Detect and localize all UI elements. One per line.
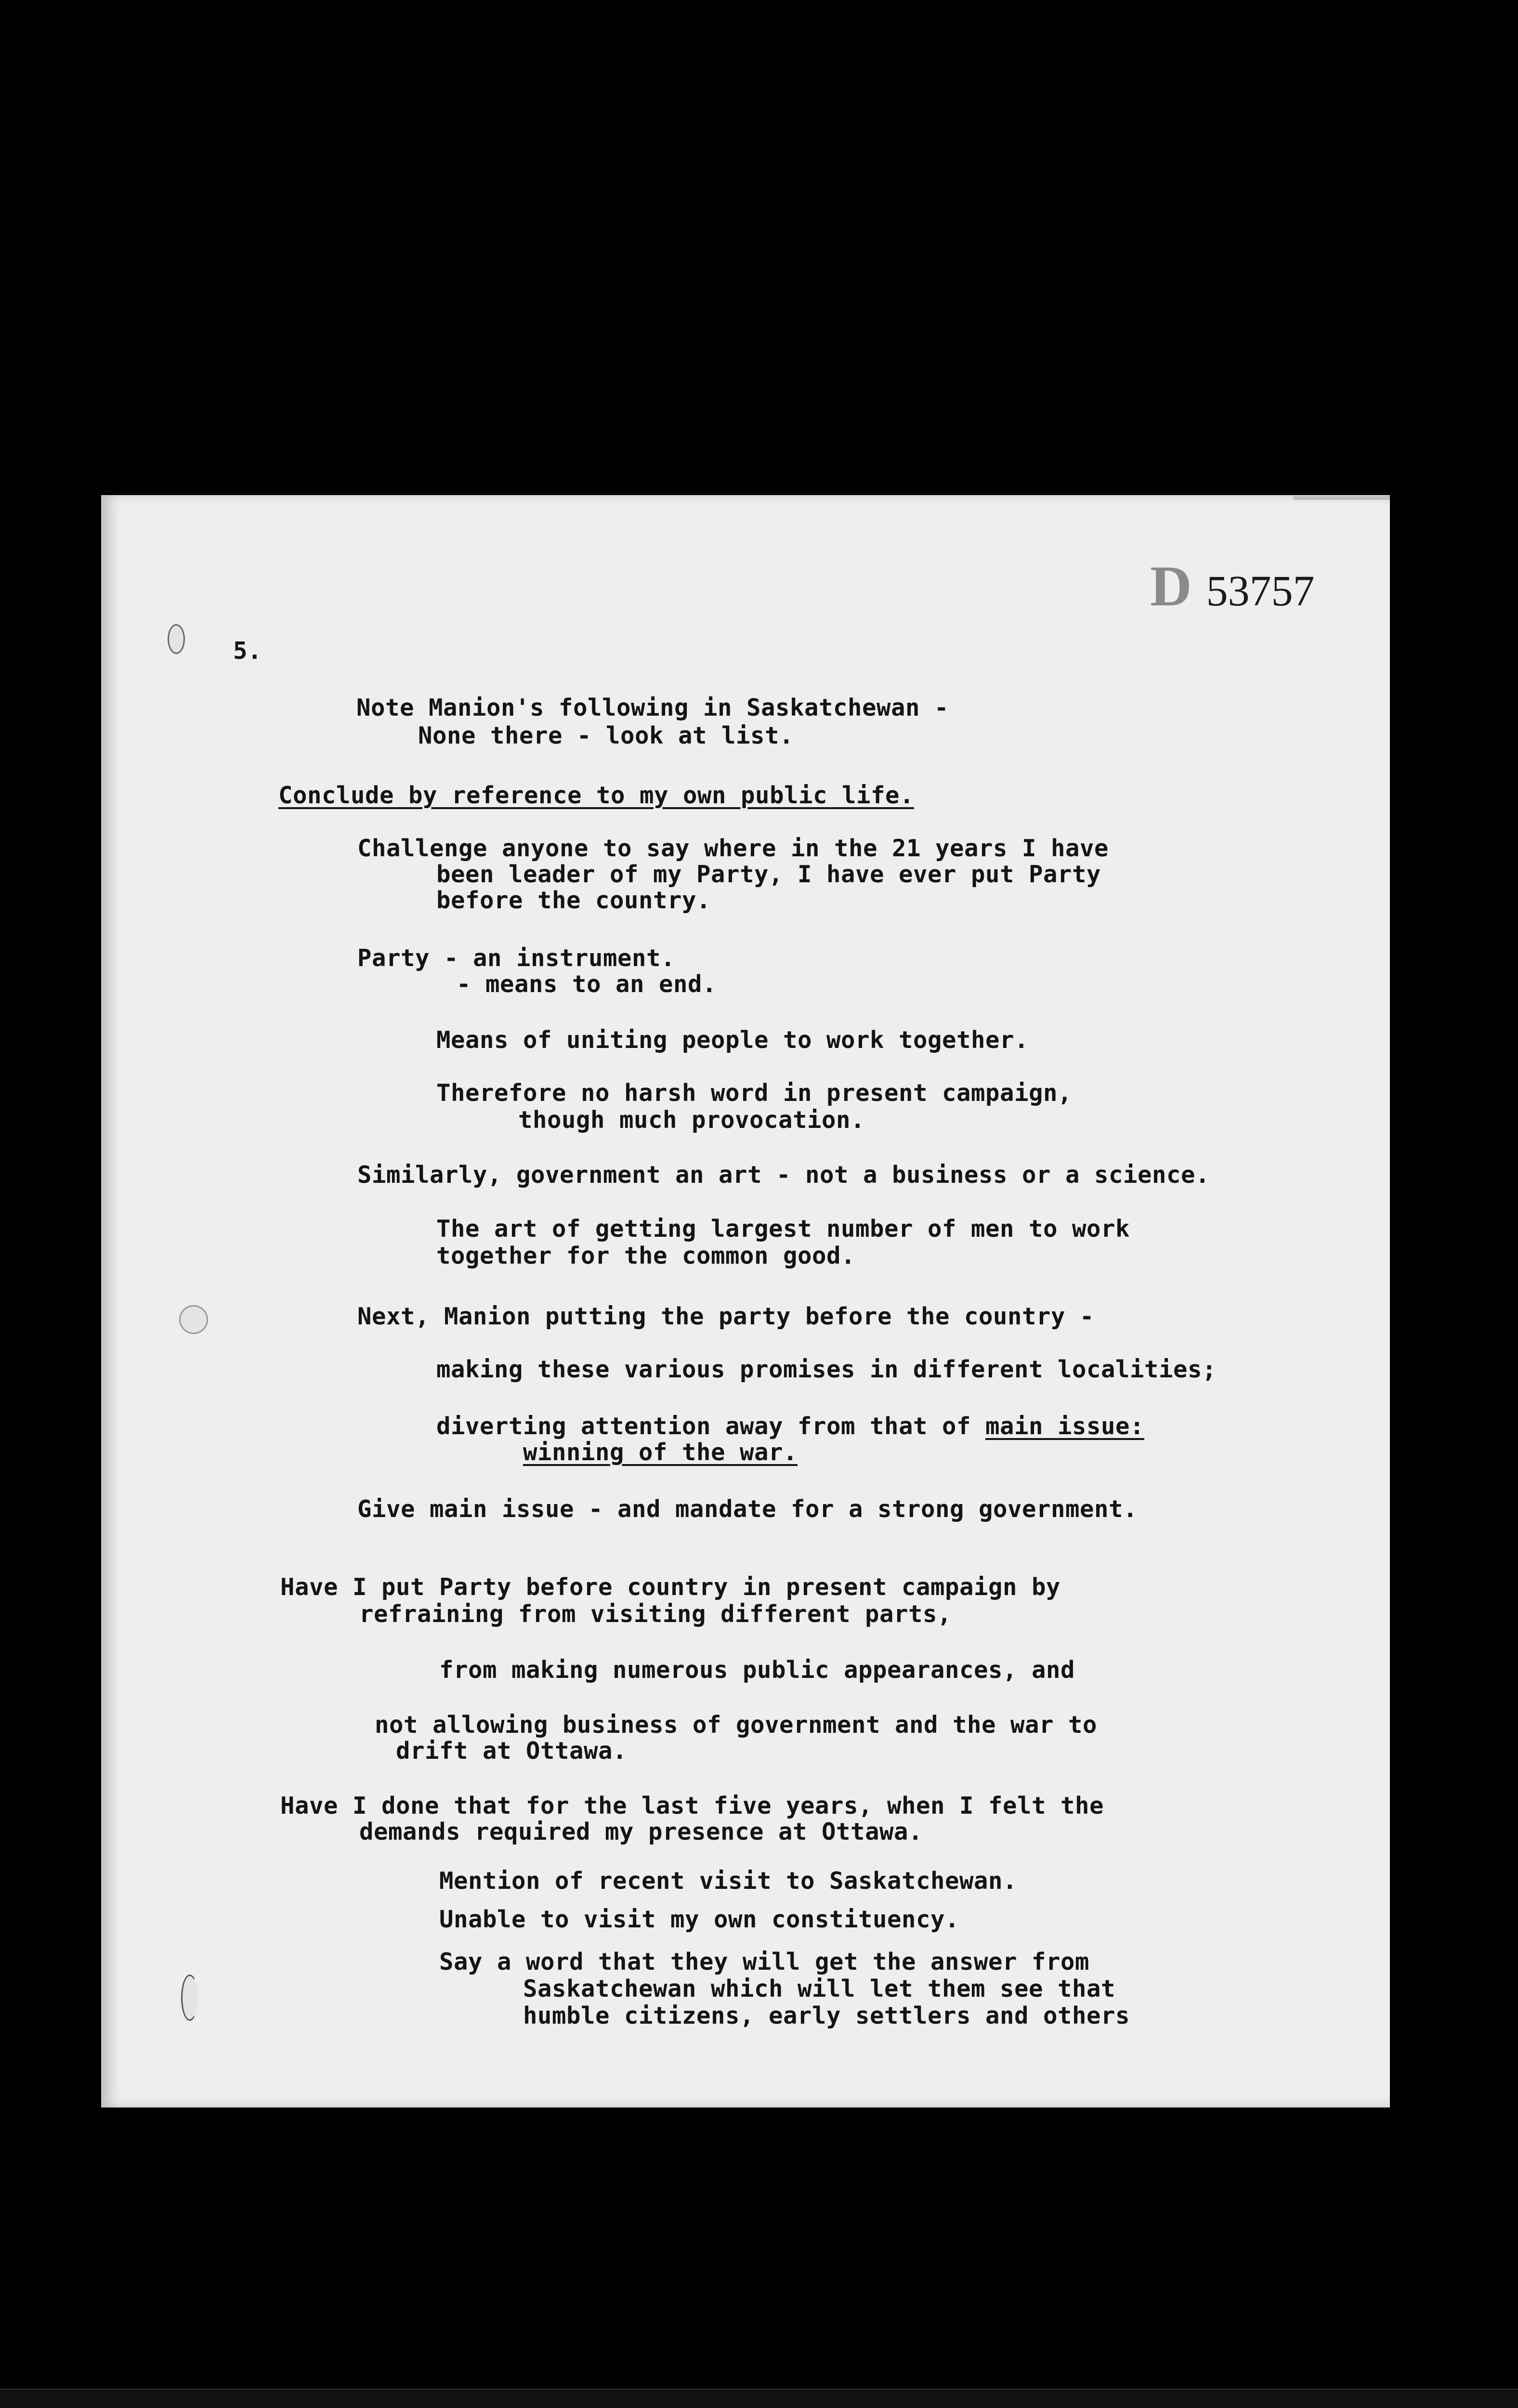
text-line: Similarly, government an art - not a business or a science. <box>357 1161 1210 1189</box>
text-line: Unable to visit my own constituency. <box>439 1906 960 1933</box>
scanner-bottom-strip <box>0 2389 1518 2408</box>
text-line: before the country. <box>436 887 711 914</box>
text-line: been leader of my Party, I have ever put Party <box>436 861 1101 888</box>
section-heading: Conclude by reference to my own public life. <box>278 782 915 809</box>
text-line: refraining from visiting different parts, <box>359 1600 952 1628</box>
text-line: Have I put Party before country in present campaign by <box>280 1573 1061 1601</box>
text-line: Party - an instrument. <box>357 944 676 972</box>
page-number: 5. <box>233 637 262 665</box>
text-line: Saskatchewan which will let them see that <box>523 1975 1116 2002</box>
text-line: drift at Ottawa. <box>396 1737 628 1765</box>
text-line <box>436 1412 1144 1441</box>
text-line: demands required my presence at Ottawa. <box>359 1818 923 1845</box>
text-line: together for the common good. <box>436 1242 856 1269</box>
punch-hole-bottom <box>181 1975 198 2021</box>
text-line: None there - look at list. <box>418 722 794 749</box>
text-line: Have I done that for the last five years, when I felt the <box>280 1792 1104 1819</box>
text-fragment: diverting attention away from that of <box>436 1413 986 1440</box>
punch-hole-middle <box>179 1305 208 1334</box>
text-line: Say a word that they will get the answer from <box>439 1948 1090 1976</box>
text-line: The art of getting largest number of men to work <box>436 1215 1130 1243</box>
stamp-number: 53757 <box>1206 567 1315 615</box>
stamp-letter: D <box>1150 554 1192 618</box>
text-line: Challenge anyone to say where in the 21 years I have <box>357 835 1109 862</box>
underlined-phrase: main issue: <box>985 1413 1145 1440</box>
text-line: though much provocation. <box>518 1106 865 1134</box>
text-line: Next, Manion putting the party before the country - <box>357 1303 1095 1330</box>
archive-stamp <box>1150 553 1315 619</box>
text-line: - means to an end. <box>457 970 717 998</box>
text-line: Therefore no harsh word in present campaign, <box>436 1079 1073 1107</box>
text-line: from making numerous public appearances, and <box>439 1656 1075 1684</box>
text-line: Note Manion's following in Saskatchewan - <box>356 694 949 721</box>
text-line: making these various promises in different localities; <box>436 1356 1217 1383</box>
text-line: Give main issue - and mandate for a strong government. <box>357 1495 1138 1523</box>
page-edge <box>1294 496 1390 500</box>
text-line: Mention of recent visit to Saskatchewan. <box>439 1867 1018 1895</box>
text-line: not allowing business of government and the war to <box>375 1711 1098 1739</box>
underlined-phrase: winning of the war. <box>523 1439 798 1466</box>
text-line: Means of uniting people to work together. <box>436 1026 1029 1054</box>
text-line: humble citizens, early settlers and others <box>523 2002 1130 2029</box>
punch-hole-top <box>168 624 185 654</box>
